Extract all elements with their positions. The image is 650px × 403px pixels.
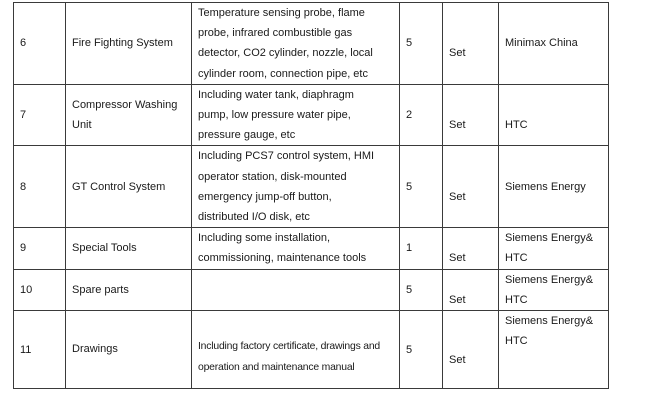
description-line: pressure gauge, etc	[198, 129, 296, 142]
description-line: Including some installation,	[198, 232, 331, 245]
supplier-line: HTC	[505, 119, 528, 132]
unit-label: Set	[449, 119, 466, 132]
item-number: 6	[14, 3, 66, 85]
unit-label: Set	[449, 47, 466, 60]
equipment-table	[13, 2, 609, 389]
supplier-line: HTC	[505, 252, 528, 265]
item-supplier	[499, 269, 609, 310]
item-name: GT Control System	[66, 146, 192, 228]
item-unit	[443, 146, 499, 228]
item-name: Fire Fighting System	[66, 3, 192, 85]
supplier-line: Siemens Energy&	[505, 315, 594, 328]
item-quantity: 2	[400, 84, 443, 146]
unit-label: Set	[449, 252, 466, 265]
item-quantity: 5	[400, 146, 443, 228]
description-line: Including factory certificate, drawings and	[198, 341, 380, 353]
description-line: Including PCS7 control system, HMI	[198, 150, 375, 163]
description-line: commissioning, maintenance tools	[198, 252, 367, 265]
item-quantity: 5	[400, 269, 443, 310]
item-number: 10	[14, 269, 66, 310]
item-number: 7	[14, 84, 66, 146]
supplier-line: HTC	[505, 293, 528, 306]
description-line: operation and maintenance manual	[198, 361, 355, 373]
supplier-line: HTC	[505, 335, 528, 348]
item-name: Special Tools	[66, 228, 192, 269]
item-number: 8	[14, 146, 66, 228]
item-unit	[443, 228, 499, 269]
description-line: pump, low pressure water pipe,	[198, 109, 351, 122]
description-line: emergency jump-off button,	[198, 190, 332, 203]
table-row	[14, 146, 609, 228]
item-unit	[443, 3, 499, 85]
item-number: 11	[14, 311, 66, 389]
item-description	[192, 146, 400, 228]
item-unit	[443, 311, 499, 389]
item-number: 9	[14, 228, 66, 269]
item-name: Spare parts	[66, 269, 192, 310]
item-description	[192, 3, 400, 85]
table-row	[14, 3, 609, 85]
item-quantity: 5	[400, 3, 443, 85]
unit-label: Set	[449, 353, 466, 366]
description-line: cylinder room, connection pipe, etc	[198, 67, 368, 80]
supplier-line: Siemens Energy&	[505, 232, 594, 245]
item-unit	[443, 84, 499, 146]
item-name: Drawings	[66, 311, 192, 389]
item-description	[192, 269, 400, 310]
item-supplier	[499, 84, 609, 146]
description-line: detector, CO2 cylinder, nozzle, local	[198, 47, 373, 60]
unit-label: Set	[449, 190, 466, 203]
supplier-line: Siemens Energy&	[505, 273, 594, 286]
item-description	[192, 311, 400, 389]
unit-label: Set	[449, 293, 466, 306]
item-name: Compressor Washing Unit	[66, 84, 192, 146]
item-supplier	[499, 311, 609, 389]
supplier-line: Siemens Energy	[505, 180, 586, 193]
item-supplier	[499, 146, 609, 228]
table-row	[14, 84, 609, 146]
item-supplier	[499, 3, 609, 85]
item-quantity: 1	[400, 228, 443, 269]
description-line: Temperature sensing probe, flame	[198, 7, 365, 19]
item-unit	[443, 269, 499, 310]
supplier-line: Minimax China	[505, 37, 578, 50]
item-description	[192, 228, 400, 269]
table-row	[14, 228, 609, 269]
description-line: operator station, disk-mounted	[198, 170, 347, 183]
description-line: distributed I/O disk, etc	[198, 211, 310, 224]
table-row	[14, 269, 609, 310]
description-line: Including water tank, diaphragm	[198, 88, 354, 101]
table-row	[14, 311, 609, 389]
item-description	[192, 84, 400, 146]
description-line: probe, infrared combustible gas	[198, 27, 353, 40]
item-quantity: 5	[400, 311, 443, 389]
item-supplier	[499, 228, 609, 269]
